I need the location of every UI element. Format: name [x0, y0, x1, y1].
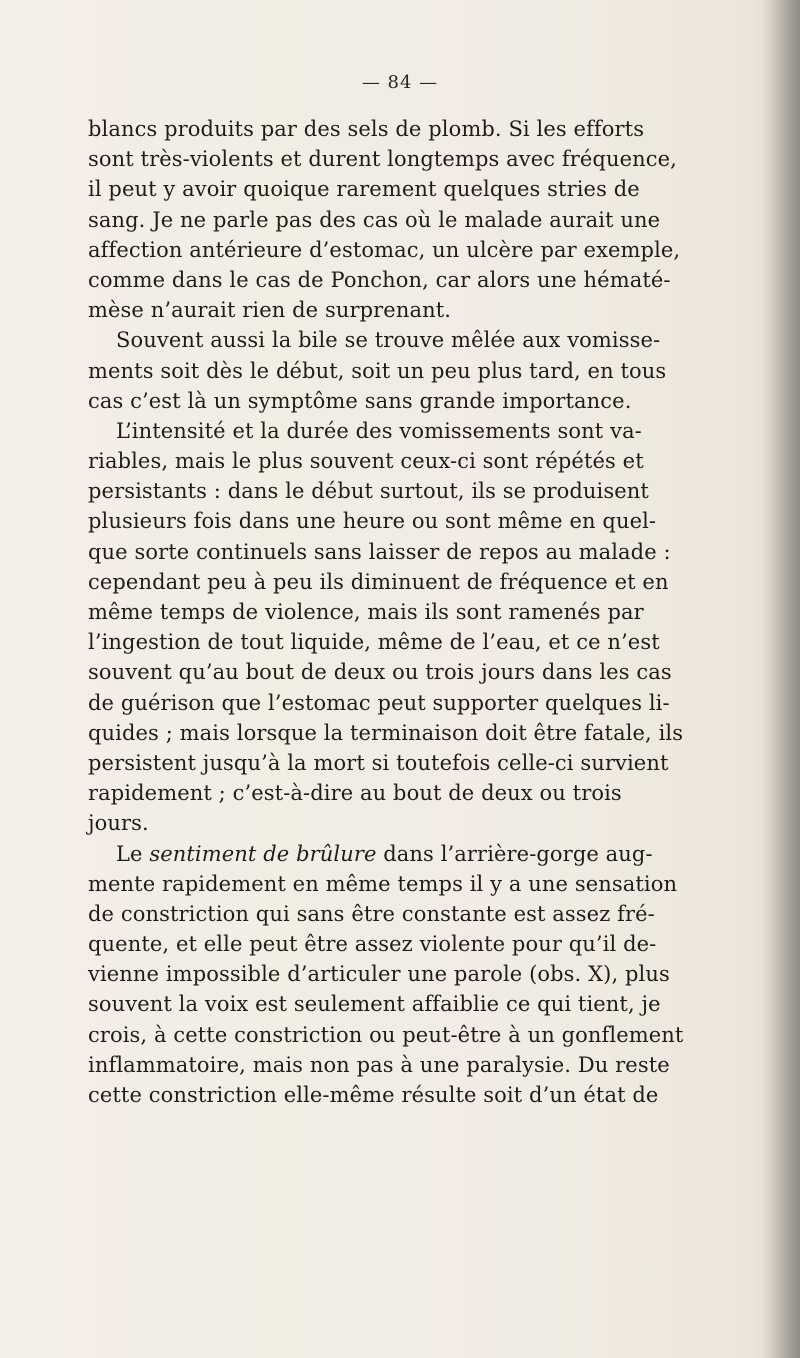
text-line: plusieurs fois dans une heure ou sont même en quel-: [88, 509, 657, 534]
text-line: blancs produits par des sels de plomb. Si les efforts: [88, 117, 645, 141]
text-line: jours.: [88, 811, 149, 836]
text-line: crois, à cette constriction ou peut-être à un gonflement: [88, 1022, 684, 1047]
text-line: souvent la voix est seulement affaiblie ce qui tient, je: [88, 992, 661, 1017]
text-line: même temps de violence, mais ils sont ramenés par: [88, 600, 644, 624]
text-line: sont très-violents et durent longtemps avec fréquence,: [88, 147, 677, 172]
paragraph-start-line: [88, 839, 748, 869]
text-line: inflammatoire, mais non pas à une paralysie. Du reste: [88, 1052, 670, 1077]
text-line: comme dans le cas de Ponchon, car alors une hématé-: [88, 267, 671, 292]
text-line: cette constriction elle-même résulte soit d’un état de: [88, 1083, 659, 1107]
text-line: que sorte continuels sans laisser de repos au malade :: [88, 539, 671, 564]
text-line: riables, mais le plus souvent ceux-ci sont répétés et: [88, 449, 644, 474]
text-line: mèse n’aurait rien de surprenant.: [88, 298, 452, 323]
paragraph-start-line: Souvent aussi la bile se trouve mêlée aux vomisse-: [116, 328, 661, 353]
text-line: quides ; mais lorsque la terminaison doit être fatale, ils: [88, 720, 684, 745]
text-line: affection antérieure d’estomac, un ulcère par exemple,: [88, 237, 681, 262]
paragraph-start-line: L’intensité et la durée des vomissements sont va-: [116, 418, 642, 443]
text-line: cas c’est là un symptôme sans grande importance.: [88, 388, 632, 413]
text-line: il peut y avoir quoique rarement quelques stries de: [88, 177, 640, 202]
text-line: vienne impossible d’articuler une parole (obs. X), plus: [88, 962, 670, 987]
text-line: l’ingestion de tout liquide, même de l’eau, et ce n’est: [88, 630, 660, 655]
page-number: — 84 —: [361, 72, 439, 93]
text-line: sang. Je ne parle pas des cas où le malade aurait une: [88, 207, 661, 232]
emphasized-phrase: sentiment de brûlure: [149, 841, 377, 866]
text-line: souvent qu’au bout de deux ou trois jours dans les cas: [88, 660, 672, 685]
text-line: mente rapidement en même temps il y a une sensation: [88, 871, 678, 896]
text-line: de guérison que l’estomac peut supporter quelques li-: [88, 690, 670, 715]
text-segment: dans l’arrière-gorge aug-: [376, 841, 653, 866]
text-line: persistent jusqu’à la mort si toutefois celle-ci survient: [88, 750, 669, 775]
text-line: ments soit dès le début, soit un peu plus tard, en tous: [88, 358, 667, 383]
body-text: [88, 114, 748, 1110]
text-segment: Le: [116, 841, 150, 866]
text-line: persistants : dans le début surtout, ils se produisent: [88, 479, 649, 504]
text-line: quente, et elle peut être assez violente pour qu’il de-: [88, 932, 657, 957]
text-line: cependant peu à peu ils diminuent de fréquence et en: [88, 569, 669, 594]
text-line: rapidement ; c’est-à-dire au bout de deux ou trois: [88, 781, 622, 806]
page-edge-shadow: [762, 0, 800, 1358]
text-line: de constriction qui sans être constante est assez fré-: [88, 901, 655, 926]
